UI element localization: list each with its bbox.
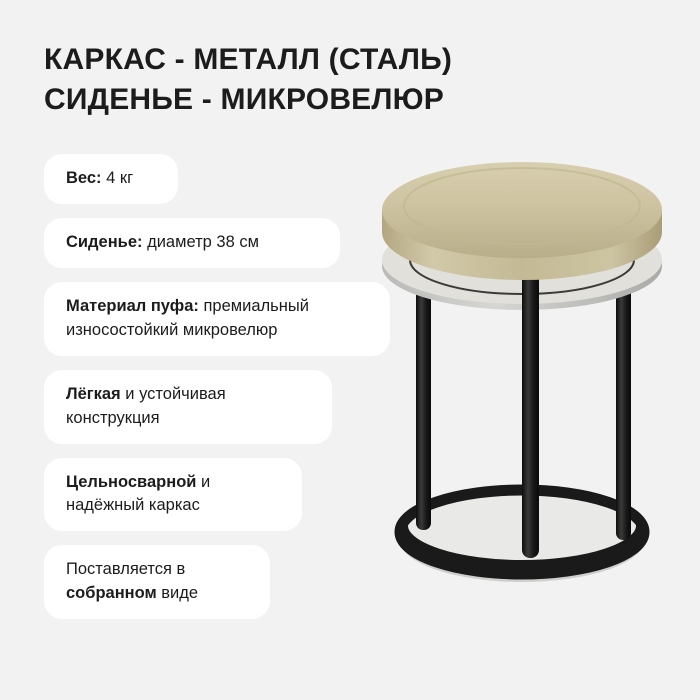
feature-label-construction: Лёгкая (66, 384, 121, 403)
stool-leg-front (522, 258, 539, 558)
feature-card-material (44, 282, 390, 356)
stool-leg-back-right (616, 258, 631, 540)
feature-value-assembled: виде (156, 584, 199, 603)
stool-seat-cushion (382, 162, 662, 280)
page-title (44, 40, 664, 120)
feature-label-assembled: собранном (66, 584, 157, 603)
title-line-2: СИДЕНЬЕ - МИКРОВЕЛЮР (44, 82, 444, 116)
feature-label-weight: Вес: (66, 169, 102, 187)
feature-value-welded: и надёжный каркас (66, 472, 211, 515)
product-image (372, 140, 684, 610)
feature-value-material: премиальный износостойкий микровелюр (66, 296, 309, 339)
feature-label-material: Материал пуфа: (66, 296, 199, 315)
feature-value-weight: 4 кг (101, 169, 134, 187)
feature-card-seat (44, 218, 340, 268)
feature-list (44, 154, 394, 633)
feature-label-welded: Цельносварной (66, 472, 197, 491)
feature-label-seat: Сиденье: (66, 232, 143, 251)
feature-card-weight (44, 154, 178, 204)
title-line-1: КАРКАС - МЕТАЛЛ (СТАЛЬ) (44, 43, 453, 76)
feature-card-construction (44, 370, 332, 444)
feature-card-welded (44, 458, 302, 532)
feature-card-assembled (44, 545, 270, 619)
round-stool-illustration (372, 140, 684, 610)
feature-pre-assembled: Поставляется в (66, 560, 186, 579)
feature-value-construction: и устойчивая конструкция (66, 384, 226, 427)
feature-value-seat: диаметр 38 см (142, 232, 259, 251)
